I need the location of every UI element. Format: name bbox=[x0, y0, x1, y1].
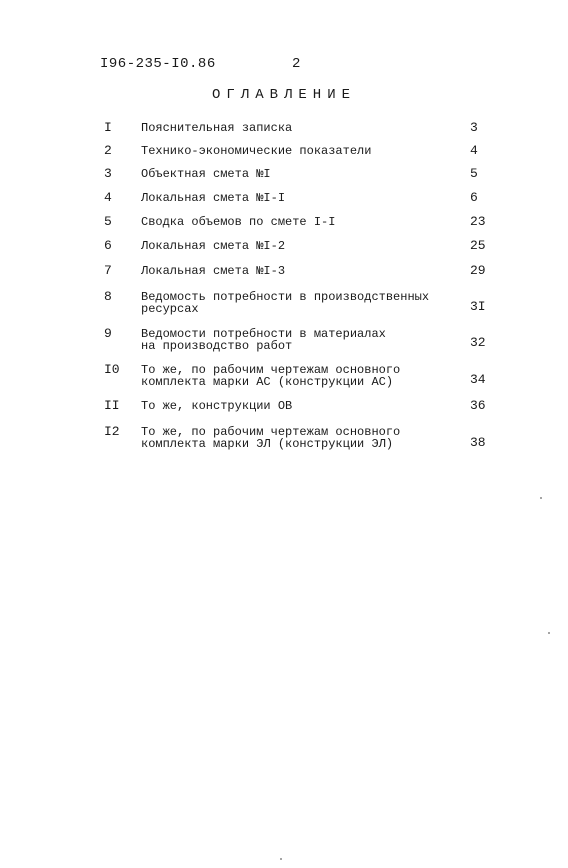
toc-entry-page: 25 bbox=[470, 238, 486, 253]
toc-entry-page: 3 bbox=[470, 120, 478, 135]
toc-entry-title: Ведомость потребности в производственных ресурсах bbox=[141, 290, 430, 316]
toc-entry-title: Ведомости потребности в материалах на производство работ bbox=[141, 327, 386, 353]
toc-entry-page: 3I bbox=[470, 299, 486, 314]
toc-entry-number: I bbox=[104, 120, 112, 135]
toc-entry-number: 5 bbox=[104, 214, 112, 229]
toc-entry-number: I0 bbox=[104, 362, 120, 377]
toc-entry-page: 36 bbox=[470, 398, 486, 413]
toc-entry-page: 34 bbox=[470, 372, 486, 387]
toc-entry-title: Сводка объемов по смете I-I bbox=[141, 215, 336, 229]
toc-entry-page: 32 bbox=[470, 335, 486, 350]
toc-entry-number: 7 bbox=[104, 263, 112, 278]
toc-entry-title: То же, конструкции ОВ bbox=[141, 399, 293, 413]
toc-entry-number: 9 bbox=[104, 326, 112, 341]
toc-title: ОГЛАВЛЕНИЕ bbox=[212, 87, 357, 103]
toc-entry-number: 2 bbox=[104, 143, 112, 158]
page-number: 2 bbox=[292, 56, 301, 72]
document-code: I96-235-I0.86 bbox=[100, 56, 216, 72]
scan-speck bbox=[280, 858, 282, 860]
toc-entry-page: 29 bbox=[470, 263, 486, 278]
toc-entry-title: Пояснительная записка bbox=[141, 121, 293, 135]
toc-entry-title: Локальная смета №I-I bbox=[141, 191, 286, 205]
scan-speck bbox=[540, 497, 542, 499]
toc-entry-page: 38 bbox=[470, 435, 486, 450]
toc-entry-number: I2 bbox=[104, 424, 120, 439]
toc-entry-page: 23 bbox=[470, 214, 486, 229]
toc-entry-number: 6 bbox=[104, 238, 112, 253]
scan-speck bbox=[548, 632, 550, 634]
toc-entry-title: То же, по рабочим чертежам основного комплекта марки АС (конструкции АС) bbox=[141, 363, 401, 389]
toc-entry-number: 8 bbox=[104, 289, 112, 304]
toc-entry-title: То же, по рабочим чертежам основного комплекта марки ЭЛ (конструкции ЭЛ) bbox=[141, 425, 401, 451]
toc-entry-page: 5 bbox=[470, 166, 478, 181]
toc-entry-number: 4 bbox=[104, 190, 112, 205]
toc-entry-page: 6 bbox=[470, 190, 478, 205]
toc-entry-title: Локальная смета №I-3 bbox=[141, 264, 286, 278]
toc-entry-title: Локальная смета №I-2 bbox=[141, 239, 286, 253]
toc-entry-number: II bbox=[104, 398, 120, 413]
toc-entry-title: Объектная смета №I bbox=[141, 167, 271, 181]
toc-entry-number: 3 bbox=[104, 166, 112, 181]
toc-entry-page: 4 bbox=[470, 143, 478, 158]
toc-entry-title: Технико-экономические показатели bbox=[141, 144, 372, 158]
